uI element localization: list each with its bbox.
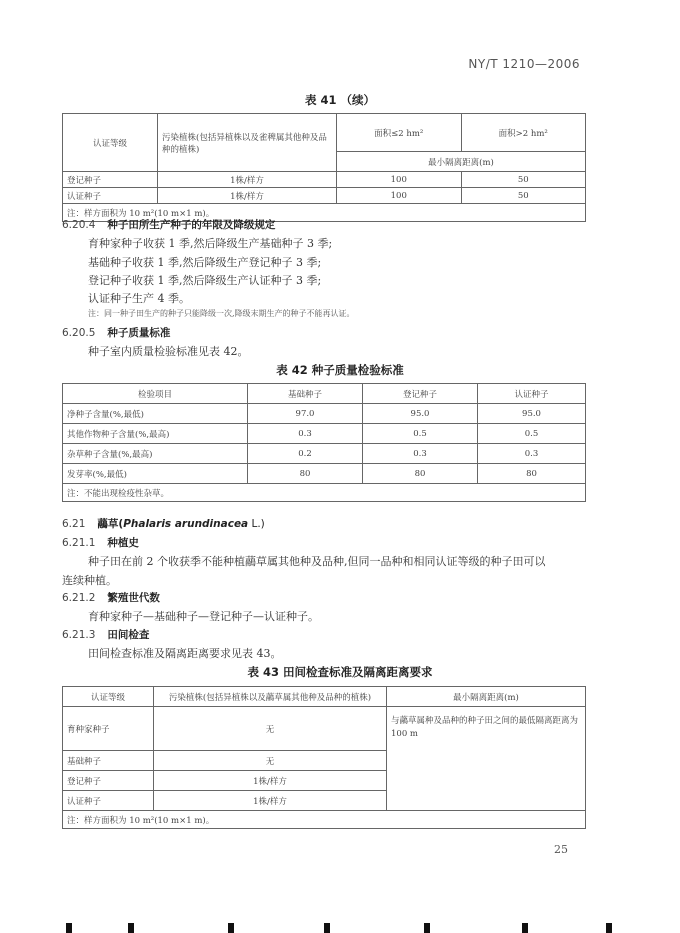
t42-cell: 发芽率(%,最低) <box>63 464 248 484</box>
binding-mark <box>522 923 528 933</box>
t42-cell: 0.3 <box>248 424 363 444</box>
section-number: 6.21.3 <box>62 629 96 641</box>
t41-cell-level: 认证种子 <box>63 188 158 204</box>
paragraph-line: 育种家种子收获 1 季,然后降级生产基础种子 3 季; <box>88 237 333 250</box>
t42-header: 基础种子 <box>248 384 363 404</box>
t43-header: 最小隔离距离(m) <box>387 687 586 707</box>
t42-cell: 0.3 <box>478 444 586 464</box>
t43-cell-plants: 1株/样方 <box>154 791 387 811</box>
standard-number: NY/T 1210—2006 <box>468 57 580 71</box>
table-43 <box>62 686 586 829</box>
t41-cell-large: 50 <box>461 172 586 188</box>
t42-cell: 97.0 <box>248 404 363 424</box>
section-title: 田间检查 <box>107 629 150 641</box>
page-number: 25 <box>554 843 568 856</box>
latin-author: L.) <box>248 518 265 530</box>
t43-cell-level: 育种家种子 <box>63 707 154 751</box>
section-title: 繁殖世代数 <box>107 592 160 604</box>
t42-cell: 95.0 <box>478 404 586 424</box>
t42-cell: 0.2 <box>248 444 363 464</box>
t41-cell-small: 100 <box>337 188 462 204</box>
section-6-21-1-heading <box>62 535 139 550</box>
section-6-20-4-heading <box>62 217 275 232</box>
t42-cell: 0.3 <box>363 444 478 464</box>
t41-header-area-large: 面积>2 hm² <box>461 114 586 152</box>
table-43-caption: 表 43 田间检查标准及隔离距离要求 <box>247 665 433 679</box>
binding-mark <box>228 923 234 933</box>
t43-header: 污染植株(包括异植株以及虉草属其他种及品种的植株) <box>154 687 387 707</box>
section-number: 6.21 <box>62 518 86 530</box>
section-title: 虉草( <box>97 518 124 530</box>
paragraph-line: 基础种子收获 1 季,然后降级生产登记种子 3 季; <box>88 256 322 269</box>
section-6-21-heading <box>62 516 265 531</box>
t42-cell: 净种子含量(%,最低) <box>63 404 248 424</box>
paragraph-line: 田间检查标准及隔离距离要求见表 43。 <box>88 647 282 660</box>
t43-cell-plants: 1株/样方 <box>154 771 387 791</box>
t41-header-plants: 污染植株(包括异植株以及雀稗属其他种及品种的植株) <box>158 114 337 172</box>
paragraph-line: 登记种子收获 1 季,然后降级生产认证种子 3 季; <box>88 274 322 287</box>
t43-cell-plants: 无 <box>154 707 387 751</box>
t43-header: 认证等级 <box>63 687 154 707</box>
table-row <box>63 444 586 464</box>
section-6-21-2-heading <box>62 590 160 605</box>
latin-name: Phalaris arundinacea <box>123 518 249 530</box>
t43-cell-distance: 与虉草属种及品种的种子田之间的最低隔离距离为 100 m <box>387 707 586 811</box>
t43-cell-level: 登记种子 <box>63 771 154 791</box>
t41-cell-level: 登记种子 <box>63 172 158 188</box>
t41-cell-plants: 1株/样方 <box>158 172 337 188</box>
t42-cell: 80 <box>478 464 586 484</box>
binding-mark <box>324 923 330 933</box>
section-number: 6.21.2 <box>62 592 96 604</box>
t42-cell: 80 <box>248 464 363 484</box>
binding-mark <box>424 923 430 933</box>
t42-header: 登记种子 <box>363 384 478 404</box>
section-note: 注：同一种子田生产的种子只能降级一次,降级末期生产的种子不能再认证。 <box>88 309 355 318</box>
section-title: 种植史 <box>107 537 139 549</box>
table-row <box>63 188 586 204</box>
t42-cell: 其他作物种子含量(%,最高) <box>63 424 248 444</box>
table-42 <box>62 383 586 502</box>
t41-cell-plants: 1株/样方 <box>158 188 337 204</box>
table-row <box>63 404 586 424</box>
t41-header-distance: 最小隔离距离(m) <box>337 152 586 172</box>
paragraph-line: 育种家种子—基础种子—登记种子—认证种子。 <box>88 610 319 623</box>
binding-mark <box>606 923 612 933</box>
t42-header: 认证种子 <box>478 384 586 404</box>
table-row <box>63 172 586 188</box>
t43-cell-plants: 无 <box>154 751 387 771</box>
paragraph-line: 种子田在前 2 个收获季不能种植虉草属其他种及品种,但同一品种和相同认证等级的种子田可以 <box>88 555 546 568</box>
section-number: 6.20.5 <box>62 327 96 339</box>
section-6-20-5-heading <box>62 325 170 340</box>
table-row <box>63 424 586 444</box>
t42-note: 注：不能出现检疫性杂草。 <box>63 484 586 502</box>
section-title: 种子质量标准 <box>107 327 171 339</box>
binding-mark <box>128 923 134 933</box>
binding-mark <box>66 923 72 933</box>
table-41 <box>62 113 586 222</box>
paragraph-line: 连续种植。 <box>62 574 117 587</box>
t42-cell: 0.5 <box>363 424 478 444</box>
t42-cell: 80 <box>363 464 478 484</box>
t43-cell-level: 认证种子 <box>63 791 154 811</box>
section-number: 6.20.4 <box>62 219 96 231</box>
t41-cell-small: 100 <box>337 172 462 188</box>
t41-cell-large: 50 <box>461 188 586 204</box>
t42-header: 检验项目 <box>63 384 248 404</box>
section-6-21-3-heading <box>62 627 149 642</box>
table-42-caption: 表 42 种子质量检验标准 <box>276 363 404 377</box>
section-number: 6.21.1 <box>62 537 96 549</box>
table-row <box>63 464 586 484</box>
t43-cell-level: 基础种子 <box>63 751 154 771</box>
t42-cell: 0.5 <box>478 424 586 444</box>
table-row <box>63 707 586 751</box>
t41-header-level: 认证等级 <box>63 114 158 172</box>
table-41-caption: 表 41 （续） <box>304 93 375 107</box>
paragraph-line: 认证种子生产 4 季。 <box>88 292 190 305</box>
section-title: 种子田所生产种子的年限及降级规定 <box>107 219 276 231</box>
t41-header-area-small: 面积≤2 hm² <box>337 114 462 152</box>
t41-note: 注：样方面积为 10 m²(10 m×1 m)。 <box>63 204 586 222</box>
t43-note: 注：样方面积为 10 m²(10 m×1 m)。 <box>63 811 586 829</box>
paragraph-line: 种子室内质量检验标准见表 42。 <box>88 345 249 358</box>
t42-cell: 杂草种子含量(%,最高) <box>63 444 248 464</box>
t42-cell: 95.0 <box>363 404 478 424</box>
